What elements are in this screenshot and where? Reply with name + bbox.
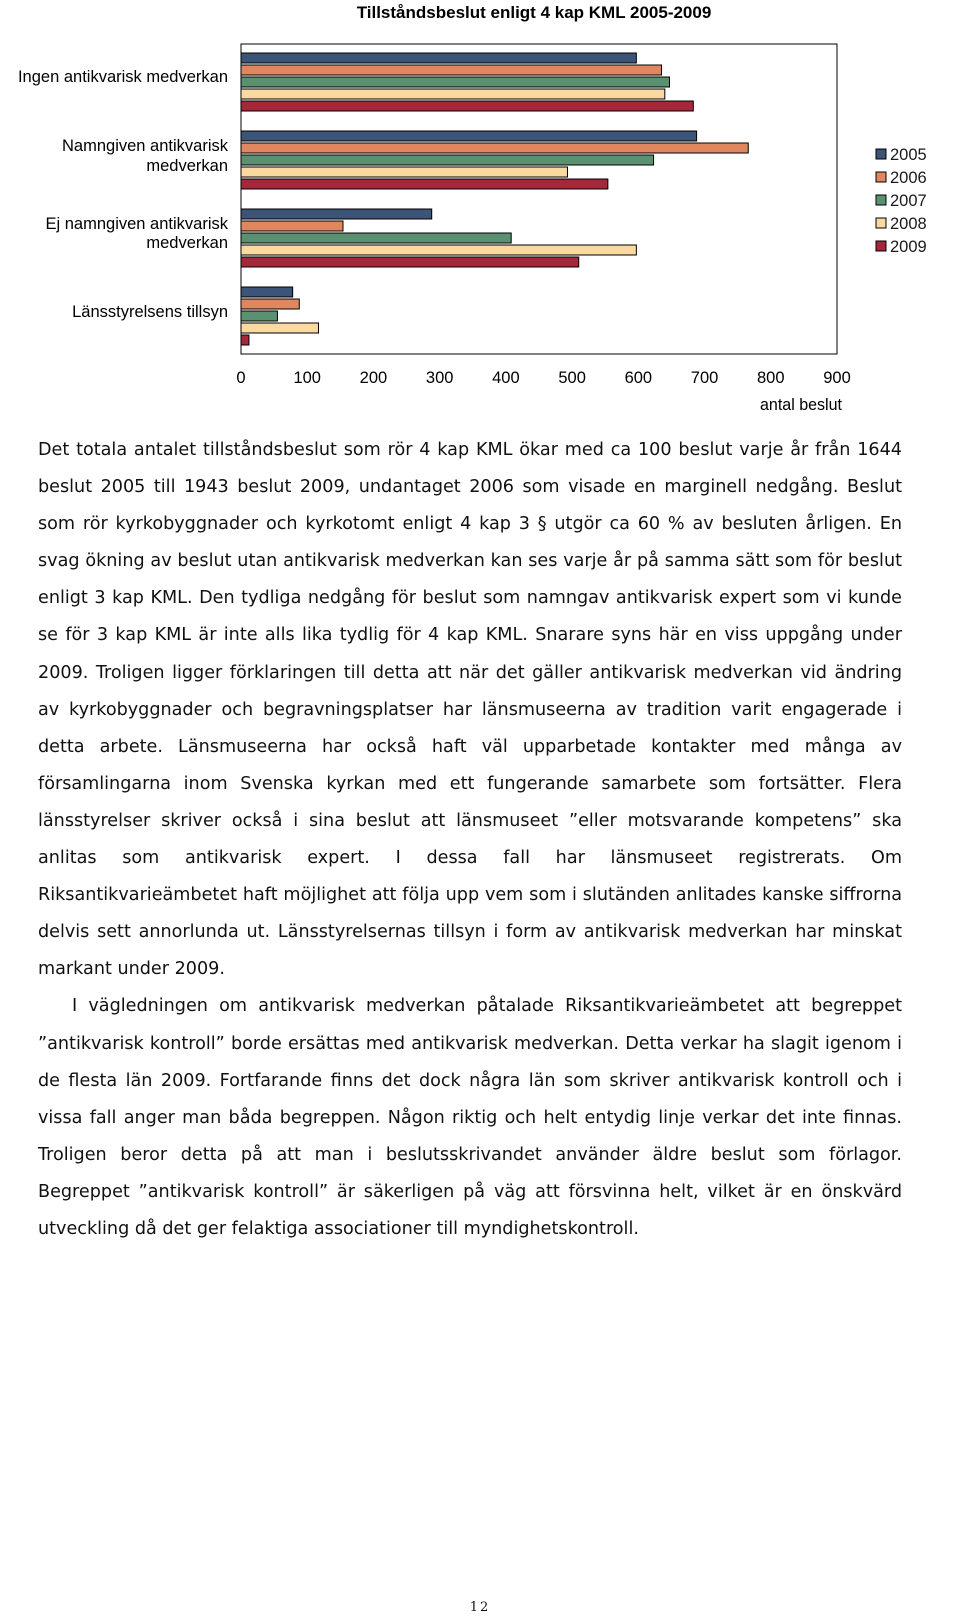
bar-2009-2 xyxy=(241,257,579,267)
legend-swatch-2007 xyxy=(876,195,886,205)
bar-2005-0 xyxy=(241,53,636,63)
category-labels xyxy=(18,68,229,321)
body-text xyxy=(38,432,902,1248)
category-label: medverkan xyxy=(146,157,228,175)
category-label: Ingen antikvarisk medverkan xyxy=(17,68,228,86)
bar-2009-1 xyxy=(241,179,608,189)
x-tick-label: 600 xyxy=(624,369,653,387)
bar-chart xyxy=(0,0,960,430)
category-label: medverkan xyxy=(146,234,228,252)
legend-swatch-2005 xyxy=(876,149,886,159)
x-axis-ticks xyxy=(236,369,850,387)
bar-2006-3 xyxy=(241,299,299,309)
chart-title: Tillståndsbeslut enligt 4 kap KML 2005-2009 xyxy=(356,3,712,22)
bar-2007-3 xyxy=(241,311,277,321)
paragraph: I vägledningen om antikvarisk medverkan påtalade Riksantikvarieämbetet att begreppet ”antikvarisk kontroll” borde ersättas med antikvarisk medverkan. Detta verkar ha slagit igenom i de flesta län 2009. Fortfarande finns det dock några län som skriver antikvarisk kontroll och i vissa fall anger man båda begreppen. Någon riktig och helt entydig linje verkar det inte finnas. Troligen beror detta på att man i beslutsskrivandet använder äldre beslut som förlagor. Begreppet ”antikvarisk kontroll” är säkerligen på väg att försvinna helt, vilket är en önskvärd utveckling då det ger felaktiga associationer till myndighetskontroll. xyxy=(38,996,902,1239)
category-label: Ej namngiven antikvarisk xyxy=(45,215,228,233)
x-tick-label: 900 xyxy=(823,369,851,387)
legend xyxy=(876,146,927,256)
paragraph: Det totala antalet tillståndsbeslut som rör 4 kap KML ökar med ca 100 beslut varje år från 1644 beslut 2005 till 1943 beslut 2009, undantaget 2006 som visade en marginell nedgång. Beslut som rör kyrkobyggnader och kyrkotomt enligt 4 kap 3 § utgör ca 60 % av besluten årligen. En svag ökning av beslut utan antikvarisk medverkan kan ses varje år på samma sätt som för beslut enligt 3 kap KML. Den tydliga nedgång för beslut som namngav antikvarisk expert som vi kunde se för 3 kap KML är inte alls lika tydlig för 4 kap KML. Snarare syns här en viss uppgång under 2009. Troligen ligger förklaringen till detta att när det gäller antikvarisk medverkan vid ändring av kyrkobyggnader och begravningsplatser har länsmuseerna av tradition varit engagerade i detta arbete. Länsmuseerna har också haft väl upparbetade kontakter med många av församlingarna inom Svenska kyrkan med ett fungerande samarbete som fortsätter. Flera länsstyrelser skriver också i sina beslut att länsmuseet ”eller motsvarande kompetens” ska anlitas som antikvarisk expert. I dessa fall har länsmuseet registrerats. Om Riksantikvarieämbetet haft möjlighet att följa upp vem som i slutänden anlitades kanske siffrorna delvis sett annorlunda ut. Länsstyrelsernas tillsyn i form av antikvarisk medverkan har minskat markant under 2009. xyxy=(38,440,902,980)
x-tick-label: 400 xyxy=(492,369,520,387)
bar-2006-1 xyxy=(241,143,748,153)
x-tick-label: 700 xyxy=(690,369,719,387)
legend-label: 2008 xyxy=(890,215,927,233)
bar-2006-2 xyxy=(241,221,343,231)
x-tick-label: 800 xyxy=(757,369,785,387)
legend-swatch-2009 xyxy=(876,241,886,251)
bar-2005-1 xyxy=(241,131,697,141)
x-axis-title: antal beslut xyxy=(760,396,843,414)
x-tick-label: 300 xyxy=(425,369,454,387)
bar-2007-2 xyxy=(241,233,511,243)
legend-swatch-2006 xyxy=(876,172,886,182)
legend-label: 2006 xyxy=(890,169,927,187)
x-tick-label: 500 xyxy=(558,369,586,387)
category-label: Namngiven antikvarisk xyxy=(62,137,228,155)
bar-2008-3 xyxy=(241,323,318,333)
category-label: Länsstyrelsens tillsyn xyxy=(72,303,228,321)
bar-2007-1 xyxy=(241,155,654,165)
legend-swatch-2008 xyxy=(876,218,886,228)
x-tick-label: 100 xyxy=(293,369,321,387)
bar-2007-0 xyxy=(241,77,669,87)
bar-2008-0 xyxy=(241,89,665,99)
bar-2005-2 xyxy=(241,209,432,219)
bar-2009-3 xyxy=(241,335,249,345)
legend-label: 2009 xyxy=(890,238,927,256)
bar-2005-3 xyxy=(241,287,293,297)
bar-2006-0 xyxy=(241,65,662,75)
bar-2009-0 xyxy=(241,101,693,111)
legend-label: 2005 xyxy=(890,146,927,164)
x-tick-label: 0 xyxy=(236,369,246,387)
page-number: 12 xyxy=(469,1600,491,1615)
bar-2008-2 xyxy=(241,245,636,255)
legend-label: 2007 xyxy=(890,192,927,210)
bar-2008-1 xyxy=(241,167,567,177)
x-tick-label: 200 xyxy=(359,369,388,387)
